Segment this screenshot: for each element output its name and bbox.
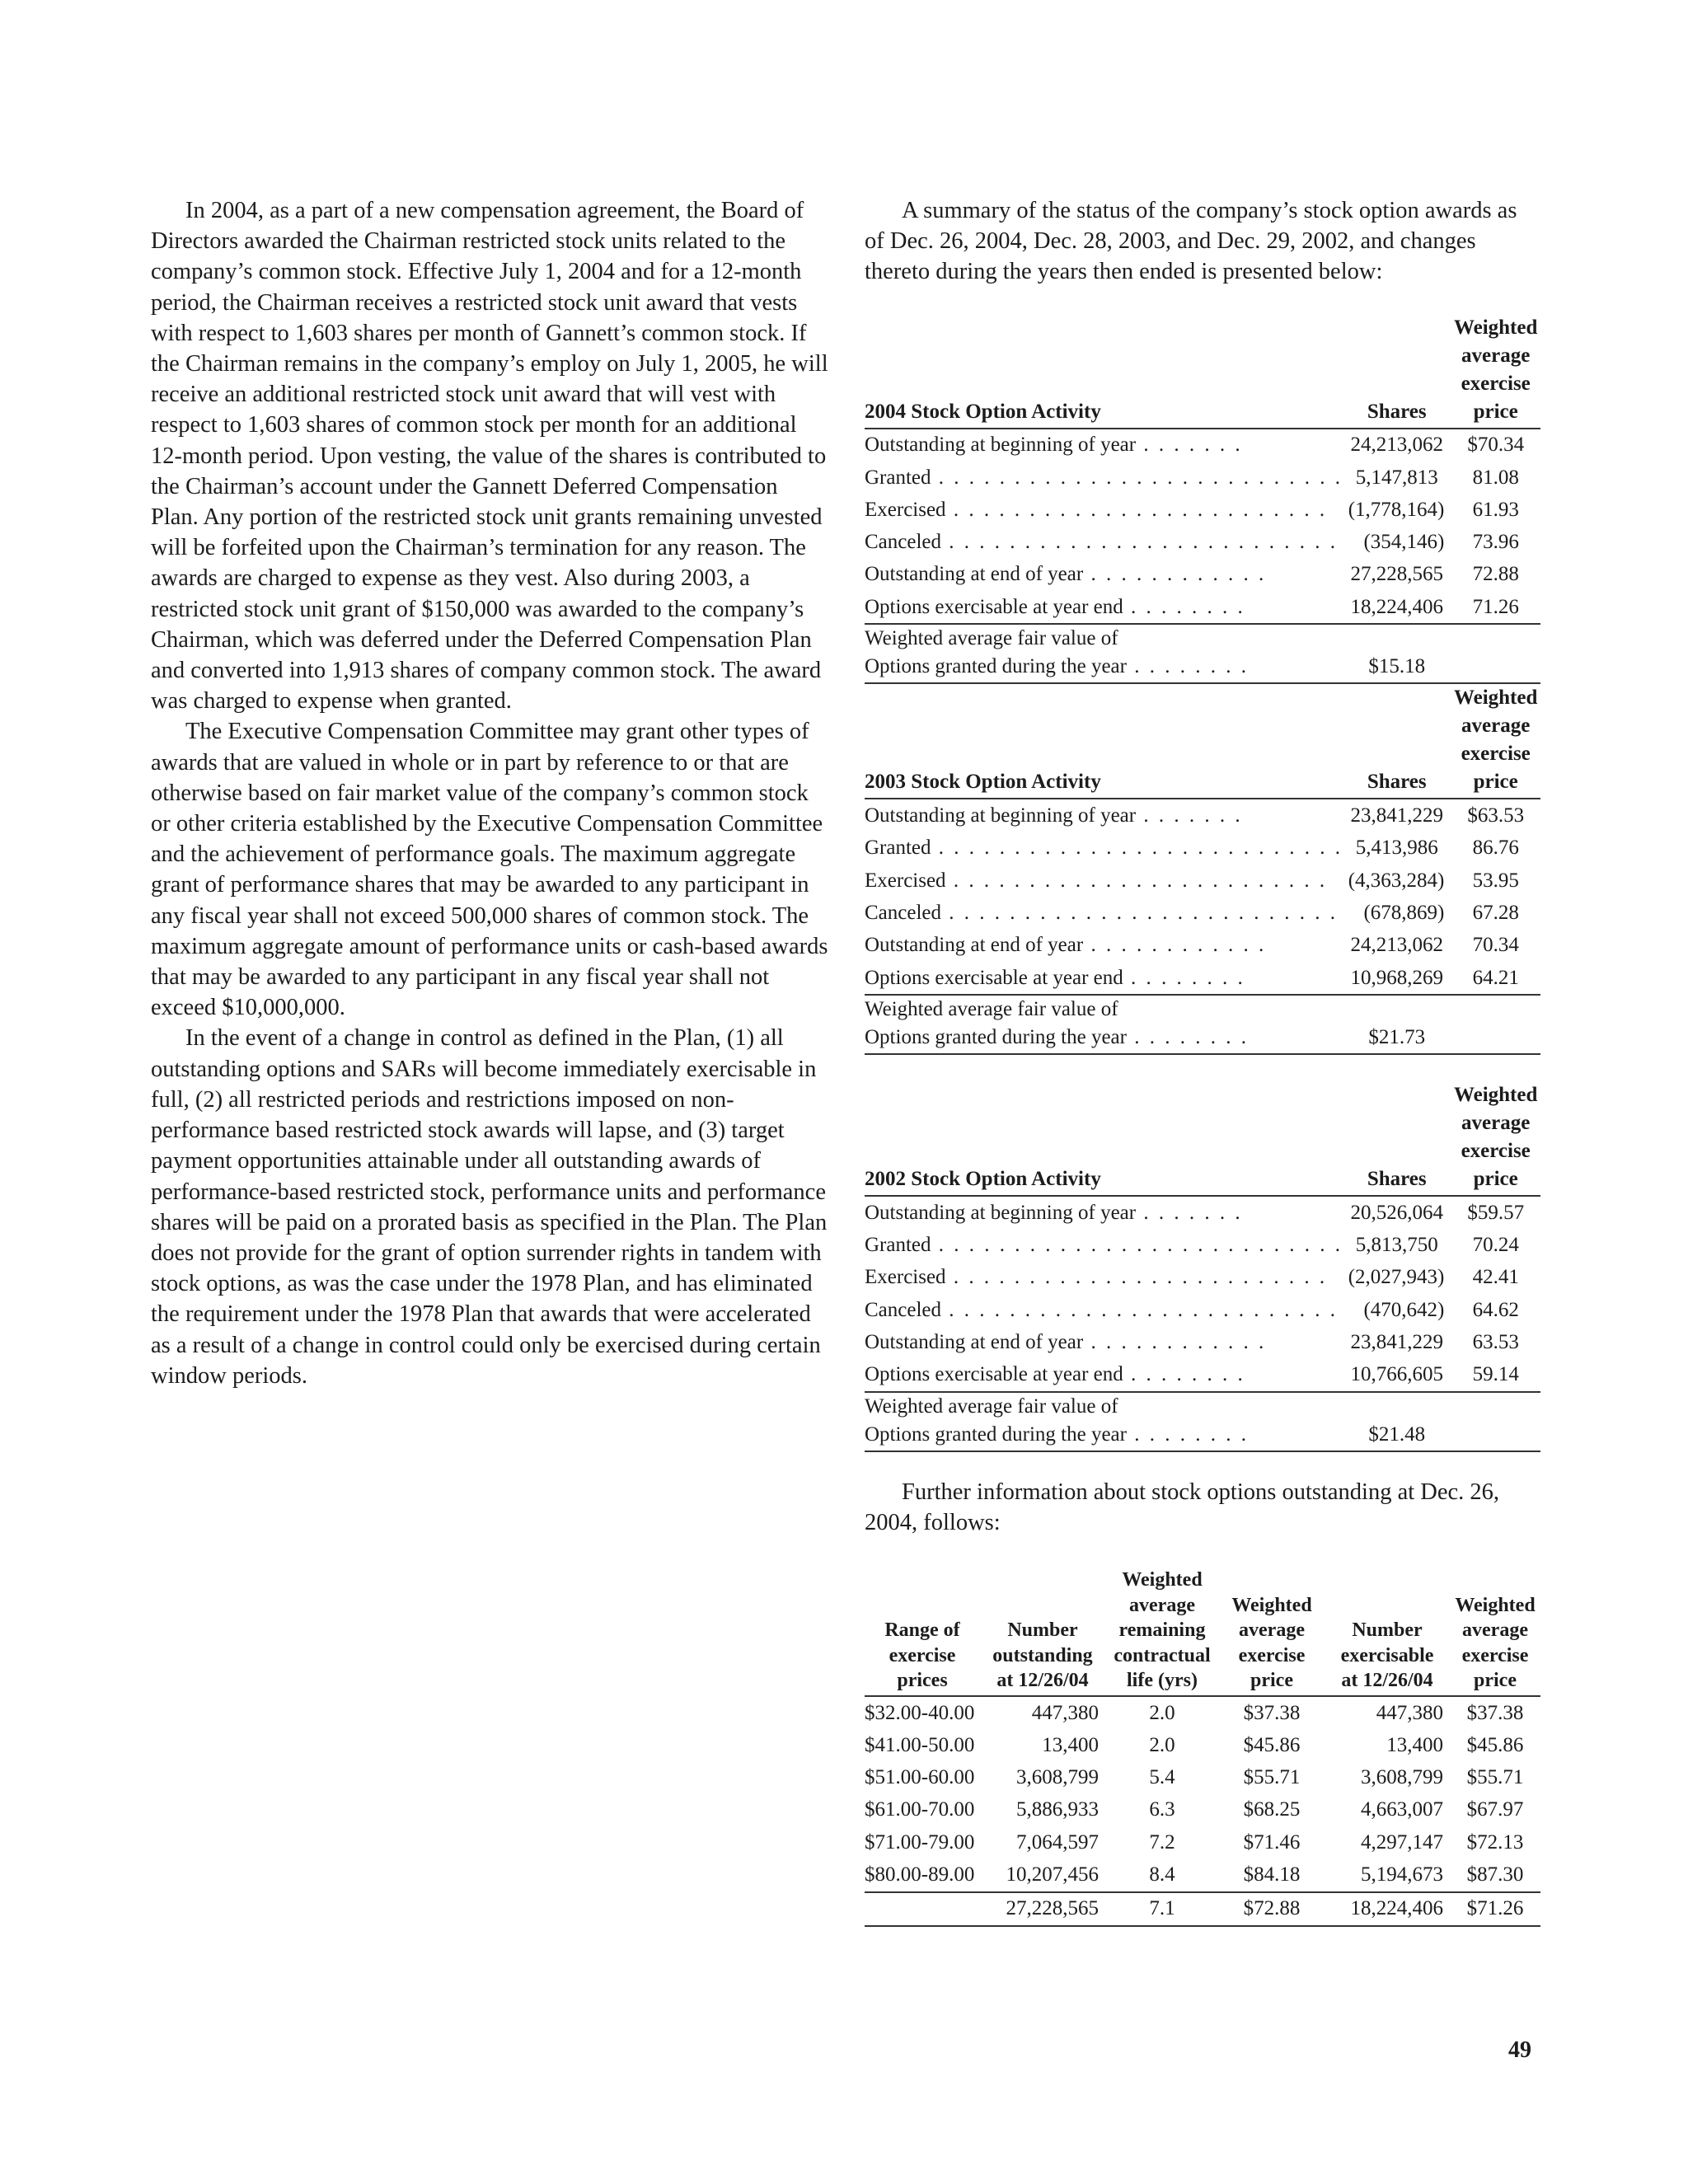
table-2002-stock-option-activity	[865, 1081, 1540, 1452]
table-row: $61.00-70.00 5,886,933 6.3 $68.25 4,663,007 $67.97	[865, 1798, 1524, 1821]
table-row: Exercised . . . . . . . . . . . . . . . . . . . . . . . . . (4,363,284) 53.95	[865, 869, 1519, 892]
table-row: Outstanding at beginning of year . . . . . . . 24,213,062 $70.34	[865, 434, 1525, 457]
table-row: Options exercisable at year end . . . . . . . . 10,968,269 64.21	[865, 962, 1540, 995]
table-header-row	[865, 1568, 1540, 1696]
table-2004-stock-option-activity	[865, 314, 1540, 685]
further-info-intro: Further information about stock options outstanding at Dec. 26, 2004, follows:	[865, 1479, 1500, 1536]
paragraph-change-in-control: In the event of a change in control as defined in the Plan, (1) all outstanding options and SARs will become immediately exercisable in full, (2) all restricted periods and restrictions imposed on non-performance based restricted stock awards will lapse, and (3) target payment opportunities attainable under all outstanding awards of performance-based restricted stock, performance units and performance shares will be paid on a prorated basis as specified in the Plan. The Plan does not provide for the grant of option surrender rights in tandem with stock options, as was the case under the 1978 Plan, and has eliminated the requirement under the 1978 Plan that awards that were accelerated as a result of a change in control could only be exercised during certain window periods.	[151, 1025, 828, 1389]
paragraph-other-awards: The Executive Compensation Committee may grant other types of awards that are valued in whole or in part by reference to or that are otherwise based on fair market value of the company’s common stock or other criteria established by the Executive Compensation Committee and the achievement of performance goals. The maximum aggregate grant of performance shares that may be awarded to any participant in any fiscal year shall not exceed 500,000 shares of common stock. The maximum aggregate amount of performance units or cash-based awards that may be awarded to any participant in any fiscal year shall not exceed $10,000,000.	[151, 719, 828, 1021]
table-row: $80.00-89.00 10,207,456 8.4 $84.18 5,194,673 $87.30	[865, 1863, 1524, 1886]
table-title: 2004 Stock Option Activity	[865, 314, 1343, 429]
table-header-row	[865, 684, 1540, 799]
table-row: Granted . . . . . . . . . . . . . . . . . . . . . . . . . . . 5,413,986 86.76	[865, 837, 1519, 860]
fair-value-row: Weighted average fair value of Options granted during the year . . . . . . . . $15.18	[865, 624, 1540, 683]
col-header-shares: Shares	[1343, 684, 1451, 799]
table-row: $51.00-60.00 3,608,799 5.4 $55.71 3,608,799 $55.71	[865, 1766, 1524, 1789]
summary-intro: A summary of the status of the company’s stock option awards as of Dec. 26, 2004, Dec. 28, 2003, and Dec. 29, 2002, and changes thereto during the years then ended is presented below:	[865, 198, 1517, 285]
table-header-row	[865, 1081, 1540, 1196]
paragraph-chairman-award: In 2004, as a part of a new compensation agreement, the Board of Directors awarded the Chairman restricted stock units related to the company’s common stock. Effective July 1, 2004 and for a 12-month period, the Chairman receives a restricted stock unit award that vests with respect to 1,603 shares per month of Gannett’s common stock. If the Chairman remains in the company’s employ on July 1, 2005, he will receive an additional restricted stock unit award that will vest with respect to 1,603 shares of common stock per month for an additional 12-month period. Upon vesting, the value of the shares is contributed to the Chairman’s account under the Gannett Deferred Compensation Plan. Any portion of the restricted stock unit grants remaining unvested will be forfeited upon the Chairman’s termination for any reason. The awards are charged to expense as they vest. Also during 2003, a restricted stock unit grant of $150,000 was awarded to the company’s Chairman, which was deferred under the Deferred Compensation Plan and converted into 1,913 shares of company common stock. The award was charged to expense when granted.	[151, 198, 828, 715]
col-header-remaining-life: Weighted average remaining contractual life (yrs)	[1105, 1568, 1219, 1696]
col-header-price: Weighted average exercise price	[1451, 1081, 1540, 1196]
col-header-price: Weighted average exercise price	[1451, 684, 1540, 799]
left-column	[151, 195, 828, 1391]
table-row: $41.00-50.00 13,400 2.0 $45.86 13,400 $45.86	[865, 1733, 1524, 1756]
table-row: Outstanding at beginning of year . . . . . . . 23,841,229 $63.53	[865, 804, 1525, 827]
table-row: Canceled . . . . . . . . . . . . . . . . . . . . . . . . . . (354,146) 73.96	[865, 531, 1519, 554]
table-row: Options exercisable at year end . . . . . . . . 18,224,406 71.26	[865, 591, 1540, 624]
table-row: Options exercisable at year end . . . . . . . . 10,766,605 59.14	[865, 1359, 1540, 1392]
table-row: Exercised . . . . . . . . . . . . . . . . . . . . . . . . . (1,778,164) 61.93	[865, 498, 1519, 521]
fair-value-row: Weighted average fair value of Options granted during the year . . . . . . . . $21.48	[865, 1392, 1540, 1451]
table-row: Granted . . . . . . . . . . . . . . . . . . . . . . . . . . . 5,147,813 81.08	[865, 466, 1519, 489]
table-row: Outstanding at end of year . . . . . . . . . . . . 27,228,565 72.88	[865, 563, 1519, 586]
fair-value-row: Weighted average fair value of Options granted during the year . . . . . . . . $21.73	[865, 995, 1540, 1054]
table-row: Granted . . . . . . . . . . . . . . . . . . . . . . . . . . . 5,813,750 70.24	[865, 1234, 1519, 1257]
table-row: Canceled . . . . . . . . . . . . . . . . . . . . . . . . . . (678,869) 67.28	[865, 901, 1519, 924]
col-header-shares: Shares	[1343, 314, 1451, 429]
col-header-outstanding-price: Weighted average exercise price	[1219, 1568, 1325, 1696]
col-header-range: Range of exercise prices	[865, 1568, 980, 1696]
table-2003-stock-option-activity	[865, 684, 1540, 1055]
table-title: 2003 Stock Option Activity	[865, 684, 1343, 799]
table-row: Outstanding at beginning of year . . . . . . . 20,526,064 $59.57	[865, 1201, 1525, 1224]
page-number: 49	[1508, 2037, 1531, 2063]
table-row: Canceled . . . . . . . . . . . . . . . . . . . . . . . . . . (470,642) 64.62	[865, 1298, 1519, 1321]
table-options-by-price-range	[865, 1568, 1540, 1927]
table-row: Exercised . . . . . . . . . . . . . . . . . . . . . . . . . (2,027,943) 42.41	[865, 1266, 1519, 1289]
right-column	[865, 195, 1540, 1927]
table-row: $71.00-79.00 7,064,597 7.2 $71.46 4,297,147 $72.13	[865, 1830, 1524, 1854]
table-row: Outstanding at end of year . . . . . . . . . . . . 23,841,229 63.53	[865, 1331, 1519, 1353]
table-row: $32.00-40.00 447,380 2.0 $37.38 447,380 $37.38	[865, 1701, 1524, 1724]
table-row: Outstanding at end of year . . . . . . . . . . . . 24,213,062 70.34	[865, 934, 1519, 957]
col-header-number-exercisable: Number exercisable at 12/26/04	[1325, 1568, 1450, 1696]
table-total-row: 27,228,565 7.1 $72.88 18,224,406 $71.26	[865, 1892, 1540, 1926]
col-header-number-outstanding: Number outstanding at 12/26/04	[980, 1568, 1105, 1696]
table-title: 2002 Stock Option Activity	[865, 1081, 1343, 1196]
col-header-exercisable-price: Weighted average exercise price	[1450, 1568, 1540, 1696]
col-header-price: Weighted average exercise price	[1451, 314, 1540, 429]
table-header-row	[865, 314, 1540, 429]
col-header-shares: Shares	[1343, 1081, 1451, 1196]
